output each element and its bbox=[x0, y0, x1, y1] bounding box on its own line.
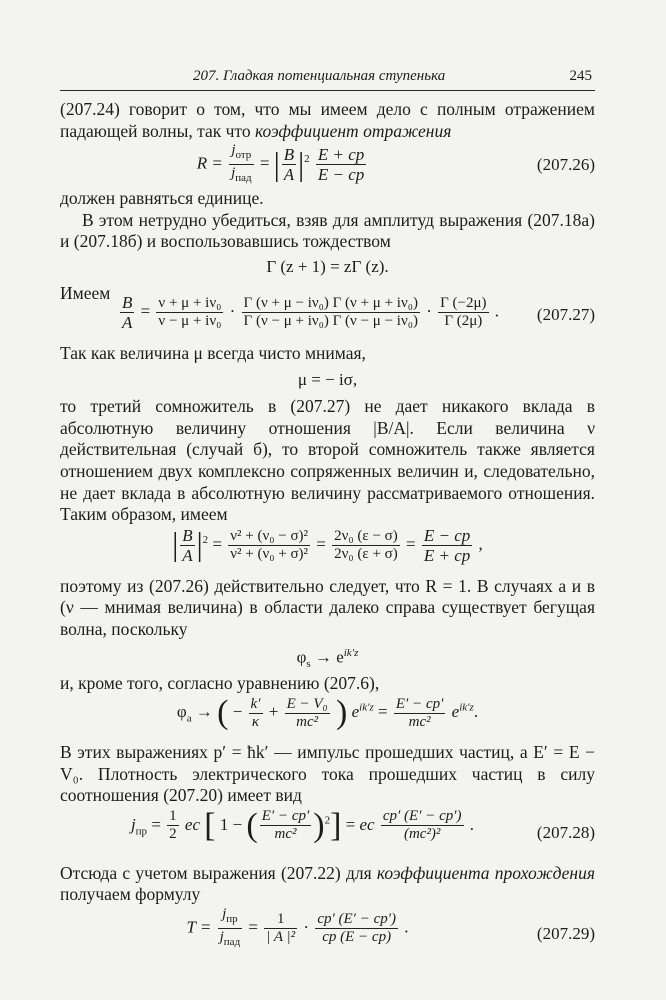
book-page bbox=[60, 64, 595, 962]
paragraph-8: и, кроме того, согласно уравнению (207.6), bbox=[60, 672, 380, 693]
equation-207-29: T = $\frac{j_{пр}}{j_{пад}}$ = $\frac{1}{\text{| A |²}}$ · $\frac{cp' (E' - cp')}{cp (E - cp)}$ . (207.29) bbox=[186, 906, 595, 949]
paragraph-1: (207.24) говорит о том, что мы имеем дело с полным отражением падающей волны, так что коэффициент отражения bbox=[60, 99, 595, 141]
equation-207-28: $j_{пр}$ = $\frac{1}{2}$ ec [ 1 − ( $\frac{E' - cp'}{\text{mc²}}$ )$^2$] = ec $\frac{cp' (E' - cp')}{\text{(mc²)²}}$ . (207.28) bbox=[130, 806, 595, 844]
eq-number: (207.28) bbox=[536, 822, 595, 842]
term-reflection-coefficient: коэффициент отражения bbox=[254, 120, 452, 141]
paragraph-10: Отсюда с учетом выражения (207.22) для коэффициента прохождения получаем формулу bbox=[60, 862, 595, 905]
paragraph-5: Так как величина μ всегда чисто мнимая, bbox=[60, 342, 366, 363]
eq-number: (207.26) bbox=[536, 155, 595, 175]
equation-207-27: $\frac{B}{A}$ = $\frac{\text{ν + μ + iν₀}}{\text{ν − μ + iν₀}}$ · $\frac{\text{Γ (ν + μ − iν₀) Γ (ν + μ + iν₀)}}{\text{Γ (ν − μ + iν₀) Γ (ν − μ − iν₀)}}$ · $\frac{\Gamma (-2\mu)}{\Gamma (2\mu)}$ . (207.27) bbox=[121, 292, 595, 332]
running-header bbox=[60, 64, 595, 91]
paragraph-4: Имеем bbox=[60, 282, 111, 303]
page-number: 245 bbox=[569, 68, 592, 84]
paragraph-3: В этом нетрудно убедиться, взяв для амплитуд выражения (207.18а) и (207.18б) и воспользовавшись тождеством bbox=[60, 209, 595, 252]
equation-mu: μ = − iσ, bbox=[297, 370, 358, 390]
paragraph-7: поэтому из (207.26) действительно следует, что R = 1. В случаях а и в (ν — мнимая величина) в области далеко справа существует бегущая волна, поскольку bbox=[60, 575, 595, 639]
section-title: 207. Гладкая потенциальная ступенька bbox=[193, 68, 446, 84]
equation-phi-a: $\varphi_a$ → ( − $\frac{k'}{\kappa}$ + $\frac{\text{E − V₀}}{\text{mc²}}$ ) $e^{ik'z}$ = $\frac{E' - cp'}{\text{mc²}}$ $e^{ik'z}$. bbox=[176, 694, 479, 732]
eq-number: (207.29) bbox=[536, 924, 595, 944]
equation-gamma-identity: Γ (z + 1) = zΓ (z). bbox=[266, 256, 389, 276]
term-transmission-coefficient: коэффициента прохождения bbox=[376, 862, 595, 883]
paragraph-9: В этих выражениях p′ = ħk′ — импульс прошедших частиц, а E′ = E − V₀. Плотность электрического тока прошедших частиц в силу соотношения (207.20) имеет вид bbox=[60, 742, 595, 806]
eq-number: (207.27) bbox=[536, 304, 595, 324]
equation-phi-s: $\varphi_s \to e^{ik'z}$ bbox=[296, 646, 359, 670]
paragraph-6: то третий сомножитель в (207.27) не дает никакого вклада в абсолютную величину отношения |B/A|. Если величина ν действительная (случай б), то второй сомножитель также является отношением двух комплексно сопряженных величин и, следовательно, не дает вклада в абсолютную величину рассматриваемого отношения. Таким образом, имеем bbox=[60, 396, 595, 525]
equation-207-26: R = $\frac{j_{отр}}{j_{пад}}$ = | $\frac{B}{A}$ $|^2$ $\frac{E + cp}{E - cp}$ (207.26) bbox=[196, 142, 595, 185]
equation-ratio-abs: | $\frac{B}{A}$ $|^2$ = $\frac{\text{ν² + (ν₀ − σ)²}}{\text{ν² + (ν₀ + σ)²}}$ = $\frac{\text{2ν₀ (ε − σ)}}{\text{2ν₀ (ε + σ)}}$ = $\frac{E - cp}{E + cp}$ , bbox=[172, 525, 483, 565]
paragraph-2: должен равняться единице. bbox=[60, 188, 264, 209]
